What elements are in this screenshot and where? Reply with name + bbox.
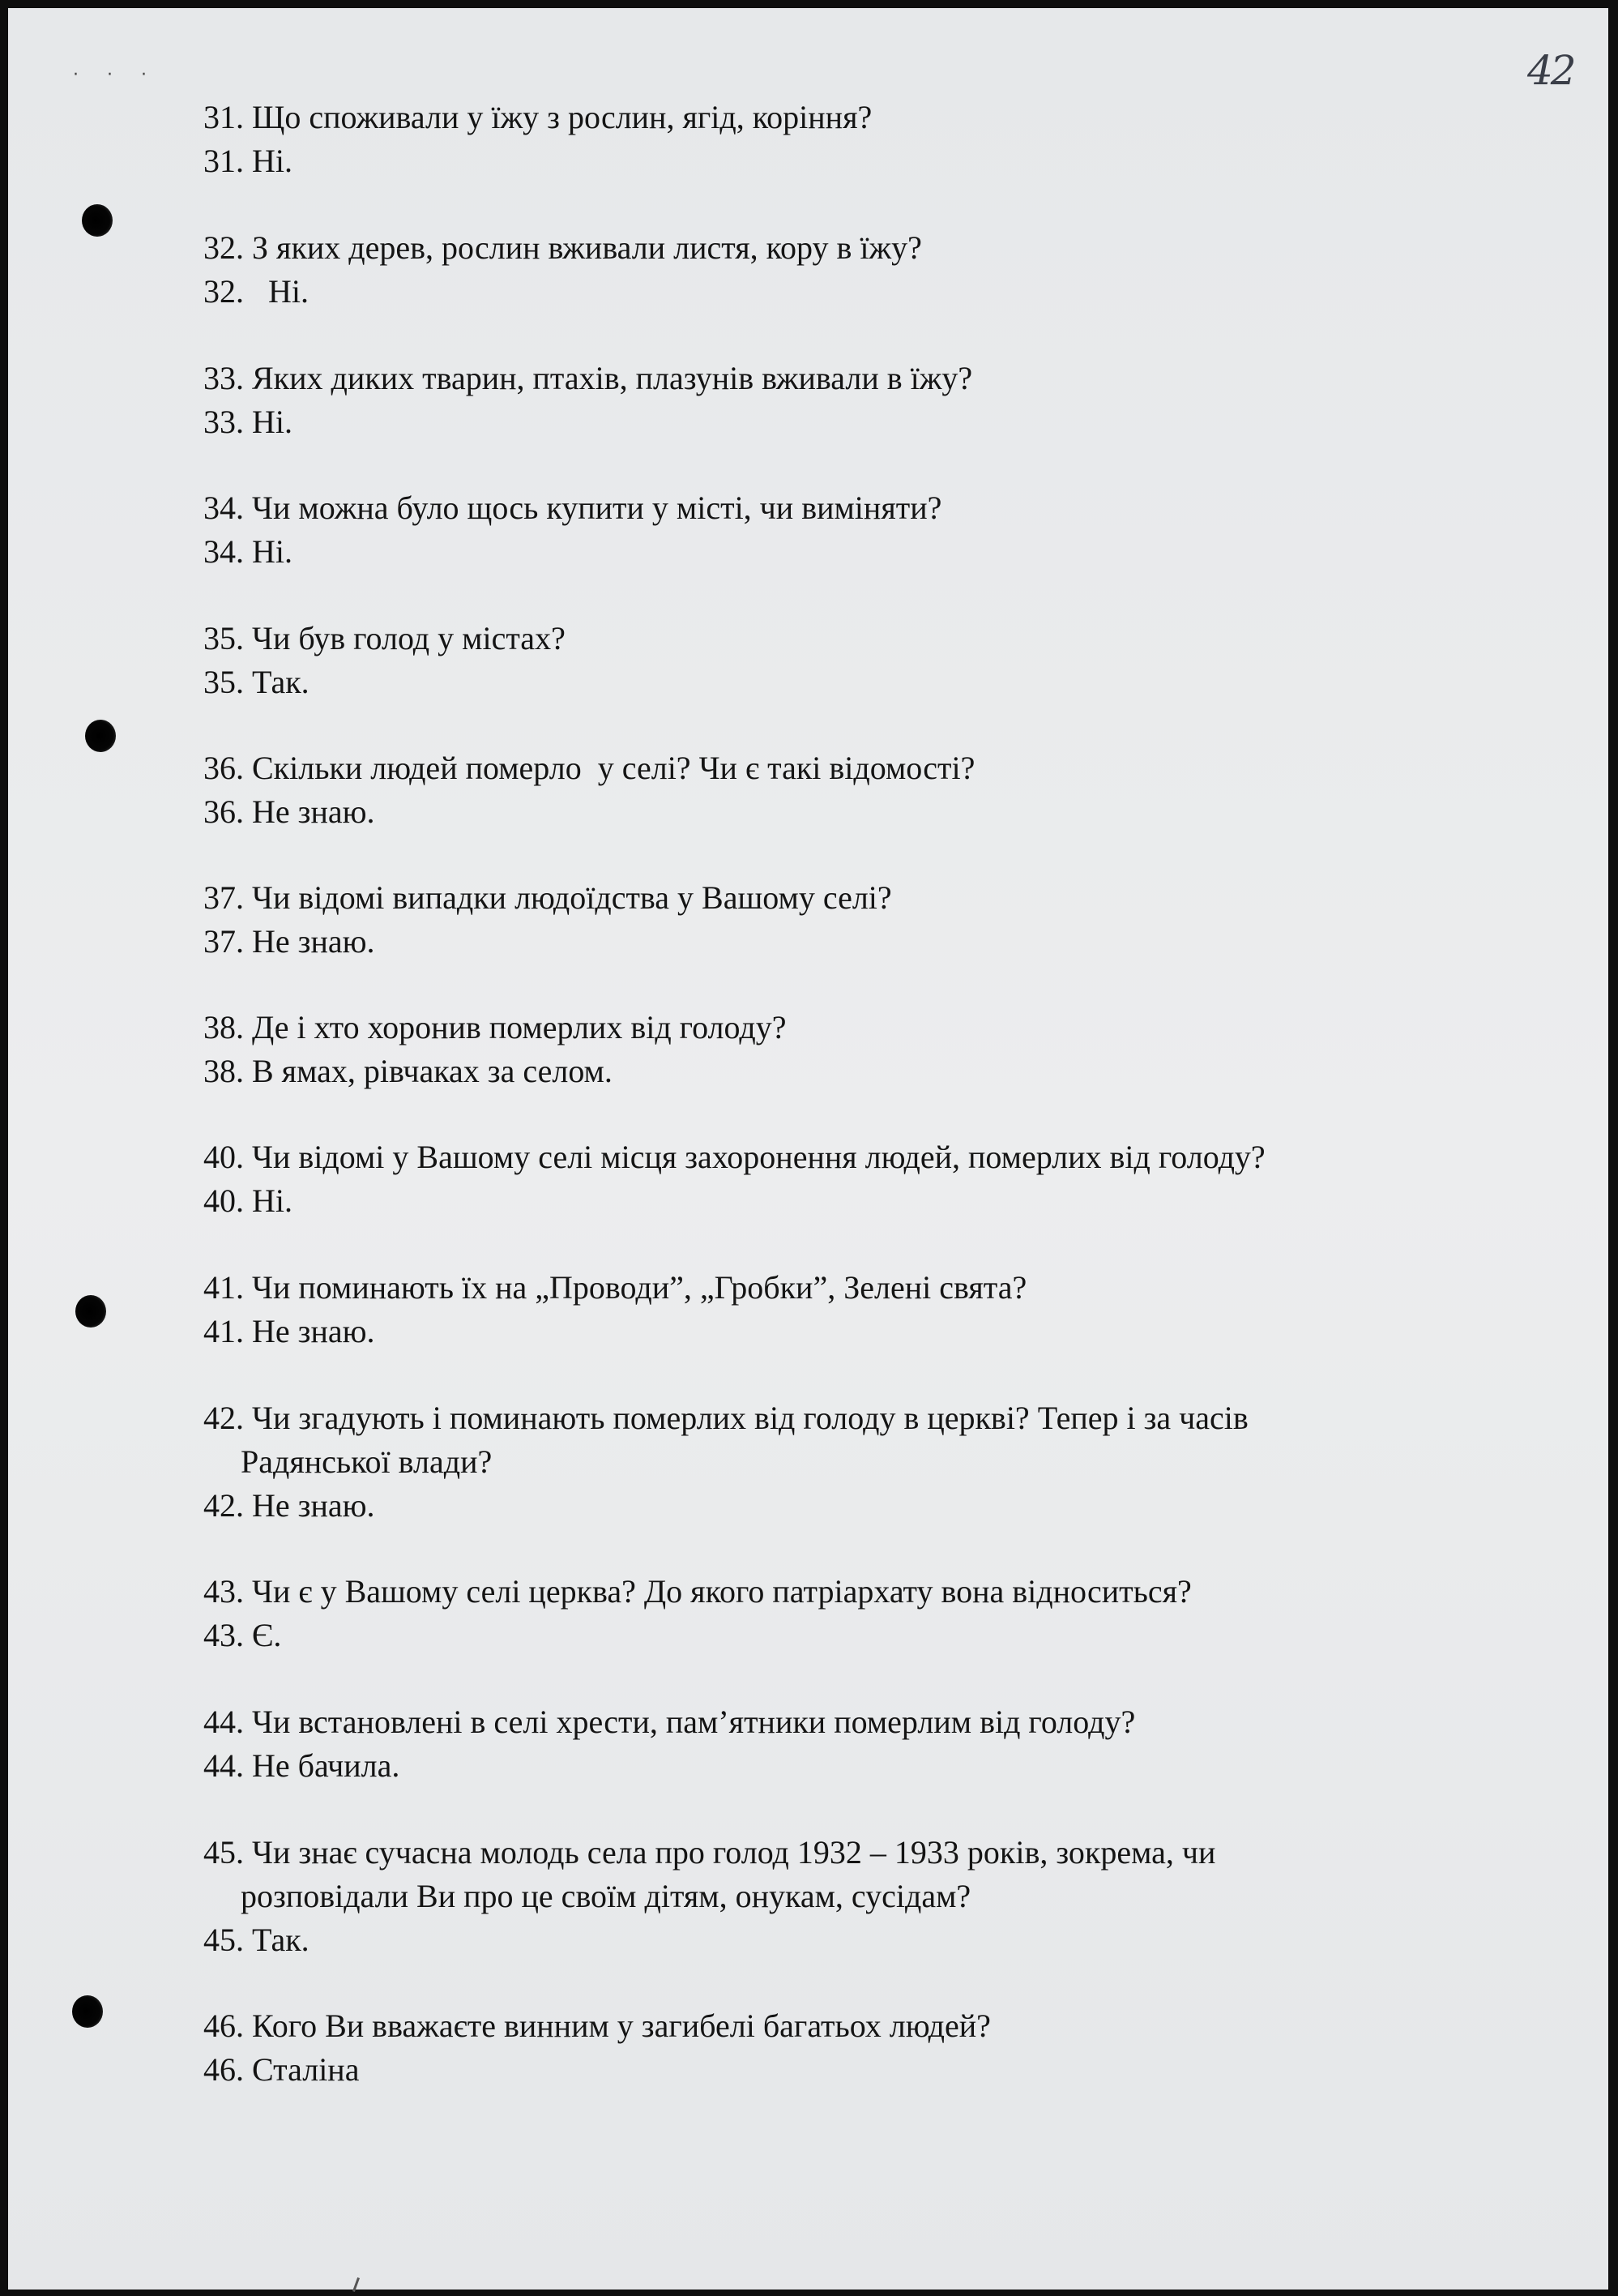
qa-item — [203, 226, 922, 314]
question: 34. Чи можна було щось купити у місті, чи виміняти? — [203, 490, 942, 526]
qa-item — [203, 486, 941, 574]
question: 43. Чи є у Вашому селі церква? До якого патріархату вона відноситься? — [203, 1573, 1192, 1610]
question: 36. Скільки людей померло у селі? Чи є такі відомості? — [203, 750, 975, 786]
answer: 32. Ні. — [203, 273, 309, 310]
qa-item — [203, 1006, 786, 1093]
answer: 41. Не знаю. — [203, 1313, 375, 1349]
punch-hole — [82, 204, 113, 237]
answer: 38. В ямах, рівчаках за селом. — [203, 1053, 613, 1089]
qa-item — [203, 357, 972, 444]
answer: 42. Не знаю. — [203, 1487, 375, 1524]
answer: 35. Так. — [203, 664, 310, 700]
answer: 43. Є. — [203, 1617, 282, 1653]
question: 35. Чи був голод у містах? — [203, 620, 566, 656]
page-specks: · · · — [73, 65, 158, 85]
answer: 46. Сталіна — [203, 2051, 360, 2088]
answer: 37. Не знаю. — [203, 923, 375, 960]
document-page — [8, 8, 1608, 2290]
answer: 45. Так. — [203, 1922, 310, 1958]
question: 45. Чи знає сучасна молодь села про голод 1932 – 1933 років, зокрема, чи — [203, 1834, 1216, 1871]
question: 33. Яких диких тварин, птахів, плазунів вживали в їжу? — [203, 360, 973, 396]
qa-item — [203, 1266, 1027, 1353]
qa-item — [203, 617, 566, 704]
qa-item — [203, 1135, 1266, 1223]
answer: 40. Ні. — [203, 1182, 292, 1219]
punch-hole — [75, 1295, 106, 1328]
punch-hole — [72, 1995, 103, 2028]
qa-item — [203, 2004, 991, 2092]
answer: 33. Ні. — [203, 404, 292, 440]
question-continuation: розповідали Ви про це своїм дітям, онукам, сусідам? — [241, 1878, 971, 1914]
question: 31. Що споживали у їжу з рослин, ягід, коріння? — [203, 99, 873, 135]
question: 38. Де і хто хоронив померлих від голоду? — [203, 1009, 787, 1045]
answer: 31. Ні. — [203, 143, 292, 179]
question: 44. Чи встановлені в селі хрести, пам’ятники померлим від голоду? — [203, 1704, 1136, 1740]
qa-item — [203, 1831, 1215, 1962]
qa-item — [203, 1570, 1192, 1657]
question: 40. Чи відомі у Вашому селі місця захоронення людей, померлих від голоду? — [203, 1139, 1266, 1175]
qa-item — [203, 876, 892, 964]
question: 37. Чи відомі випадки людоїдства у Вашому селі? — [203, 879, 892, 916]
question: 32. З яких дерев, рослин вживали листя, кору в їжу? — [203, 229, 922, 266]
answer: 36. Не знаю. — [203, 793, 375, 830]
pencil-mark — [352, 2277, 360, 2292]
question-continuation: Радянської влади? — [241, 1443, 493, 1480]
qa-item — [203, 1396, 1249, 1528]
question: 46. Кого Ви вважаєте винним у загибелі багатьох людей? — [203, 2007, 991, 2044]
qa-item — [203, 746, 975, 834]
qa-item — [203, 96, 872, 183]
question: 41. Чи поминають їх на „Проводи”, „Гробки”, Зелені свята? — [203, 1269, 1027, 1306]
answer: 34. Ні. — [203, 533, 292, 570]
question: 42. Чи згадують і поминають померлих від голоду в церкві? Тепер і за часів — [203, 1400, 1249, 1436]
qa-item — [203, 1700, 1135, 1788]
page-number: 42 — [1527, 47, 1574, 94]
punch-hole — [85, 720, 116, 752]
answer: 44. Не бачила. — [203, 1747, 400, 1784]
